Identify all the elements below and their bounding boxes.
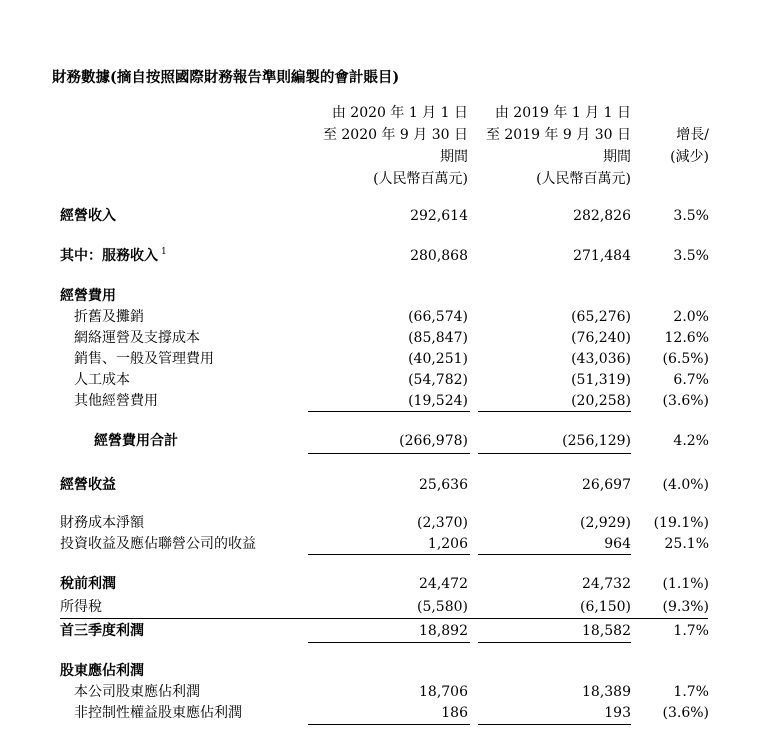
row-depreciation: 折舊及攤銷 (66,574) (65,276) 2.0% [74,309,709,325]
row-network-costs: 網絡運營及支撐成本 (85,847) (76,240) 12.6% [74,330,709,346]
row-net-finance-cost: 財務成本淨額 (2,370) (2,929) (19.1%) [60,515,709,531]
row-income-tax: 所得稅 (5,580) (6,150) (9.3%) [60,599,709,615]
row-operating-expenses-heading: 經營費用 [60,288,116,304]
footnote-marker: 1 [161,247,167,257]
column-header-2019: 由 2019 年 1 月 1 日 至 2019 年 9 月 30 日 期間 (人民幣百萬元) [485,105,631,187]
profit-bottom-rule-2019 [478,642,631,643]
row-sga: 銷售、一般及管理費用 (40,251) (43,036) (6.5%) [74,351,709,367]
column-header-change: 增長/ (減少) [670,127,709,165]
row-profit-first-three-quarters: 首三季度利潤 18,892 18,582 1.7% [60,623,709,639]
row-operating-income: 經營收益 25,636 26,697 (4.0%) [60,477,709,493]
row-total-operating-expenses: 經營費用合計 (266,978) (256,129) 4.2% [94,433,709,449]
total-rule-2019 [478,453,631,454]
page-title: 財務數據(摘自按照國際財務報告準則編製的會計賬目) [52,69,400,86]
row-operating-revenue: 經營收入 292,614 282,826 3.5% [60,208,709,224]
row-profit-before-tax: 稅前利潤 24,472 24,732 (1.1%) [60,576,709,592]
row-service-revenue: 其中：服務收入 $^1$ 280,868 271,484 3.5% [60,247,709,264]
subtotal-rule-2020 [308,411,470,412]
profit-top-rule [60,618,708,619]
bottom-rule-2020 [308,724,470,725]
row-attributable-heading: 股東應佔利潤 [60,663,144,679]
row-non-controlling-interests: 非控制性權益股東應佔利潤 186 193 (3.6%) [74,705,709,721]
subtotal-rule-2019 [478,411,631,412]
bottom-rule-2019 [478,724,631,725]
row-equity-holders: 本公司股東應佔利潤 18,706 18,389 1.7% [74,684,709,700]
row-personnel: 人工成本 (54,782) (51,319) 6.7% [74,372,709,388]
column-header-2020: 由 2020 年 1 月 1 日 至 2020 年 9 月 30 日 期間 (人民幣百萬元) [322,105,468,187]
row-other-expenses: 其他經營費用 (19,524) (20,258) (3.6%) [74,393,709,409]
total-rule-2020 [308,453,470,454]
subtotal-rule-2019 [478,554,631,555]
subtotal-rule-2020 [308,554,470,555]
row-investment-income: 投資收益及應佔聯營公司的收益 1,206 964 25.1% [60,536,709,552]
profit-bottom-rule-2020 [308,642,470,643]
